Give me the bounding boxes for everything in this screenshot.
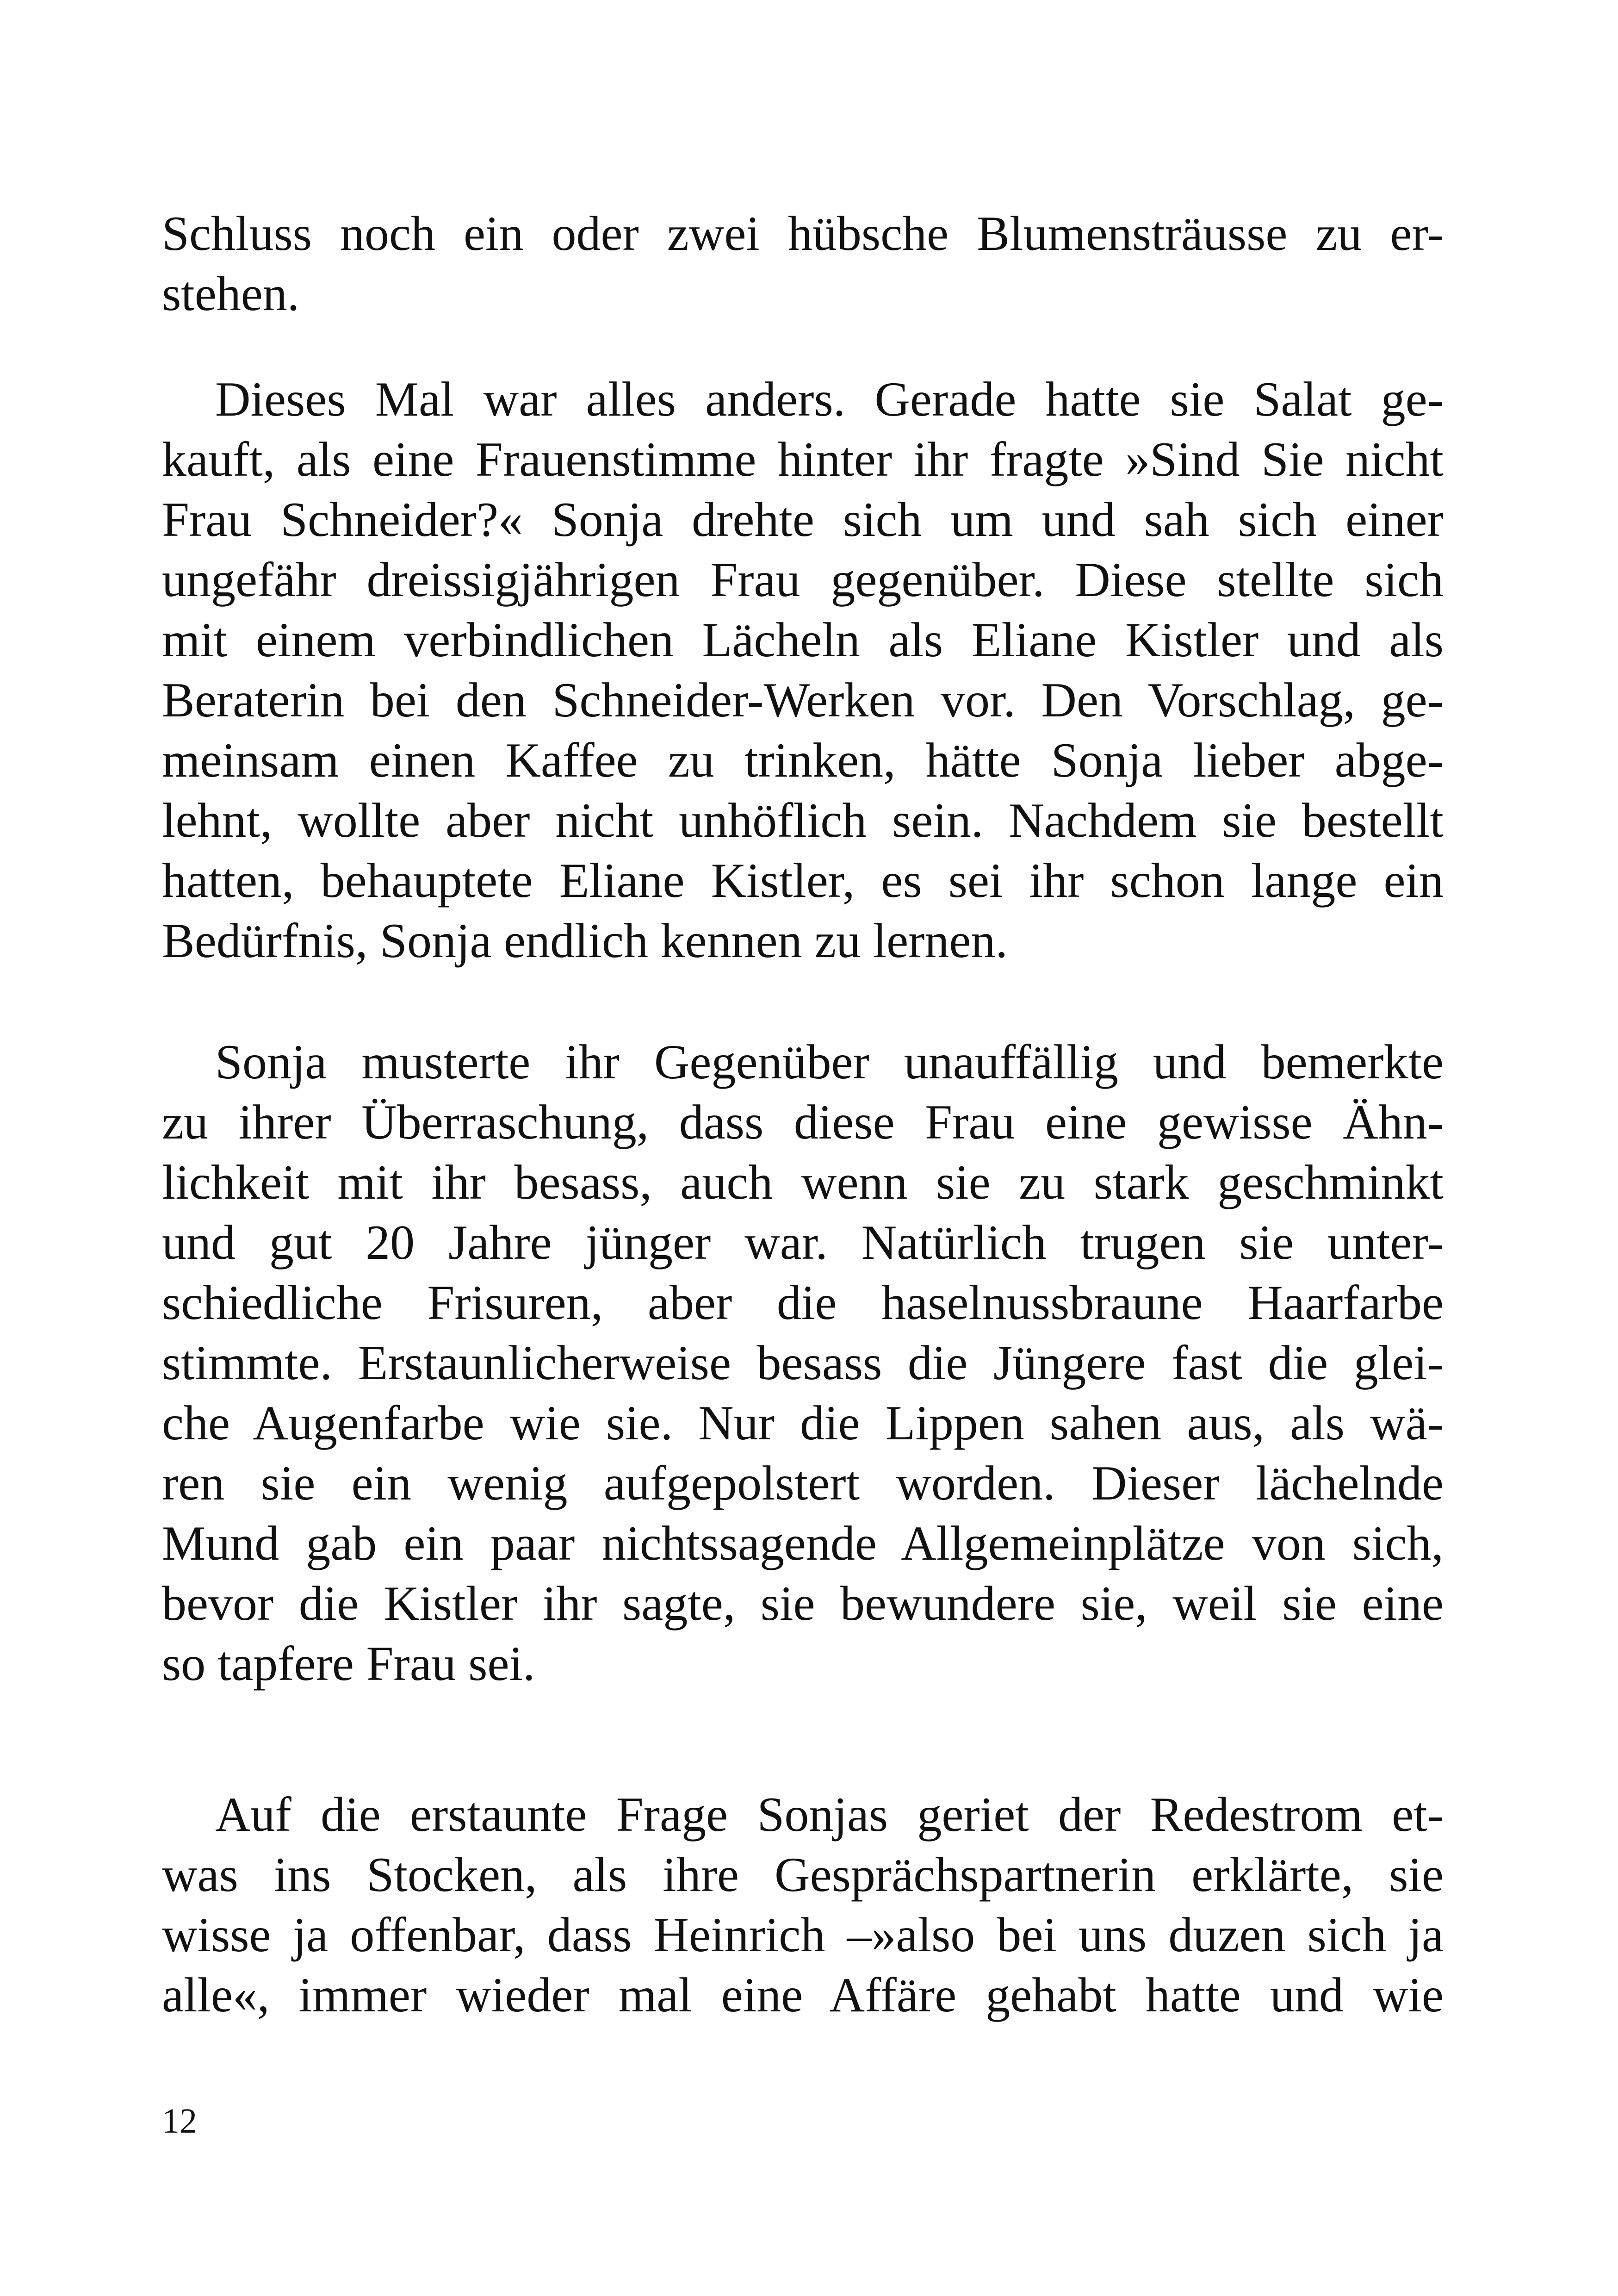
- paragraph-4: [162, 1785, 1444, 2025]
- text-line: und gut 20 Jahre jünger war. Natürlich trugen sie unter-: [162, 1215, 1444, 1269]
- text-line: lehnt, wollte aber nicht unhöflich sein. Nachdem sie bestellt: [162, 793, 1444, 847]
- paragraph-3: [162, 1032, 1444, 1694]
- text-line: mit einem verbindlichen Lächeln als Eliane Kistler und als: [162, 613, 1444, 667]
- text-line: Schluss noch ein oder zwei hübsche Blumensträusse zu er-: [162, 206, 1444, 261]
- text-line: Bedürfnis, Sonja endlich kennen zu lernen.: [162, 914, 1008, 968]
- paragraph-2: [162, 369, 1444, 971]
- text-line: meinsam einen Kaffee zu trinken, hätte Sonja lieber abge-: [162, 733, 1444, 787]
- text-line: lichkeit mit ihr besass, auch wenn sie zu stark geschminkt: [162, 1155, 1444, 1209]
- text-line: so tapfere Frau sei.: [162, 1636, 535, 1691]
- text-line: Dieses Mal war alles anders. Gerade hatte sie Salat ge-: [215, 372, 1444, 426]
- text-line: schiedliche Frisuren, aber die haselnussbraune Haarfarbe: [162, 1276, 1444, 1330]
- text-line: was ins Stocken, als ihre Gesprächspartnerin erklärte, sie: [162, 1848, 1444, 1902]
- text-line: stimmte. Erstaunlicherweise besass die Jüngere fast die glei-: [162, 1336, 1444, 1390]
- text-line: kauft, als eine Frauenstimme hinter ihr fragte »Sind Sie nicht: [162, 432, 1444, 486]
- text-line: stehen.: [162, 267, 300, 321]
- text-line: Auf die erstaunte Frage Sonjas geriet der Redestrom et-: [215, 1787, 1444, 1842]
- text-line: bevor die Kistler ihr sagte, sie bewundere sie, weil sie eine: [162, 1576, 1444, 1630]
- text-line: ren sie ein wenig aufgepolstert worden. Dieser lächelnde: [162, 1456, 1444, 1510]
- text-line: Sonja musterte ihr Gegenüber unauffällig und bemerkte: [215, 1035, 1444, 1089]
- text-line: ungefähr dreissigjährigen Frau gegenüber. Diese stellte sich: [162, 553, 1444, 607]
- page-number: 12: [162, 2102, 197, 2140]
- text-line: Beraterin bei den Schneider-Werken vor. Den Vorschlag, ge-: [162, 673, 1444, 727]
- text-line: wisse ja offenbar, dass Heinrich –»also bei uns duzen sich ja: [162, 1908, 1444, 1962]
- text-line: zu ihrer Überraschung, dass diese Frau eine gewisse Ähn-: [162, 1095, 1444, 1149]
- text-line: Frau Schneider?« Sonja drehte sich um und sah sich einer: [162, 492, 1444, 547]
- text-line: alle«, immer wieder mal eine Affäre gehabt hatte und wie: [162, 1968, 1444, 2022]
- paragraph-1: [162, 204, 1444, 324]
- text-line: Mund gab ein paar nichtssagende Allgemeinplätze von sich,: [162, 1516, 1444, 1570]
- text-line: che Augenfarbe wie sie. Nur die Lippen sahen aus, als wä-: [162, 1396, 1444, 1450]
- text-line: hatten, behauptete Eliane Kistler, es sei ihr schon lange ein: [162, 853, 1444, 908]
